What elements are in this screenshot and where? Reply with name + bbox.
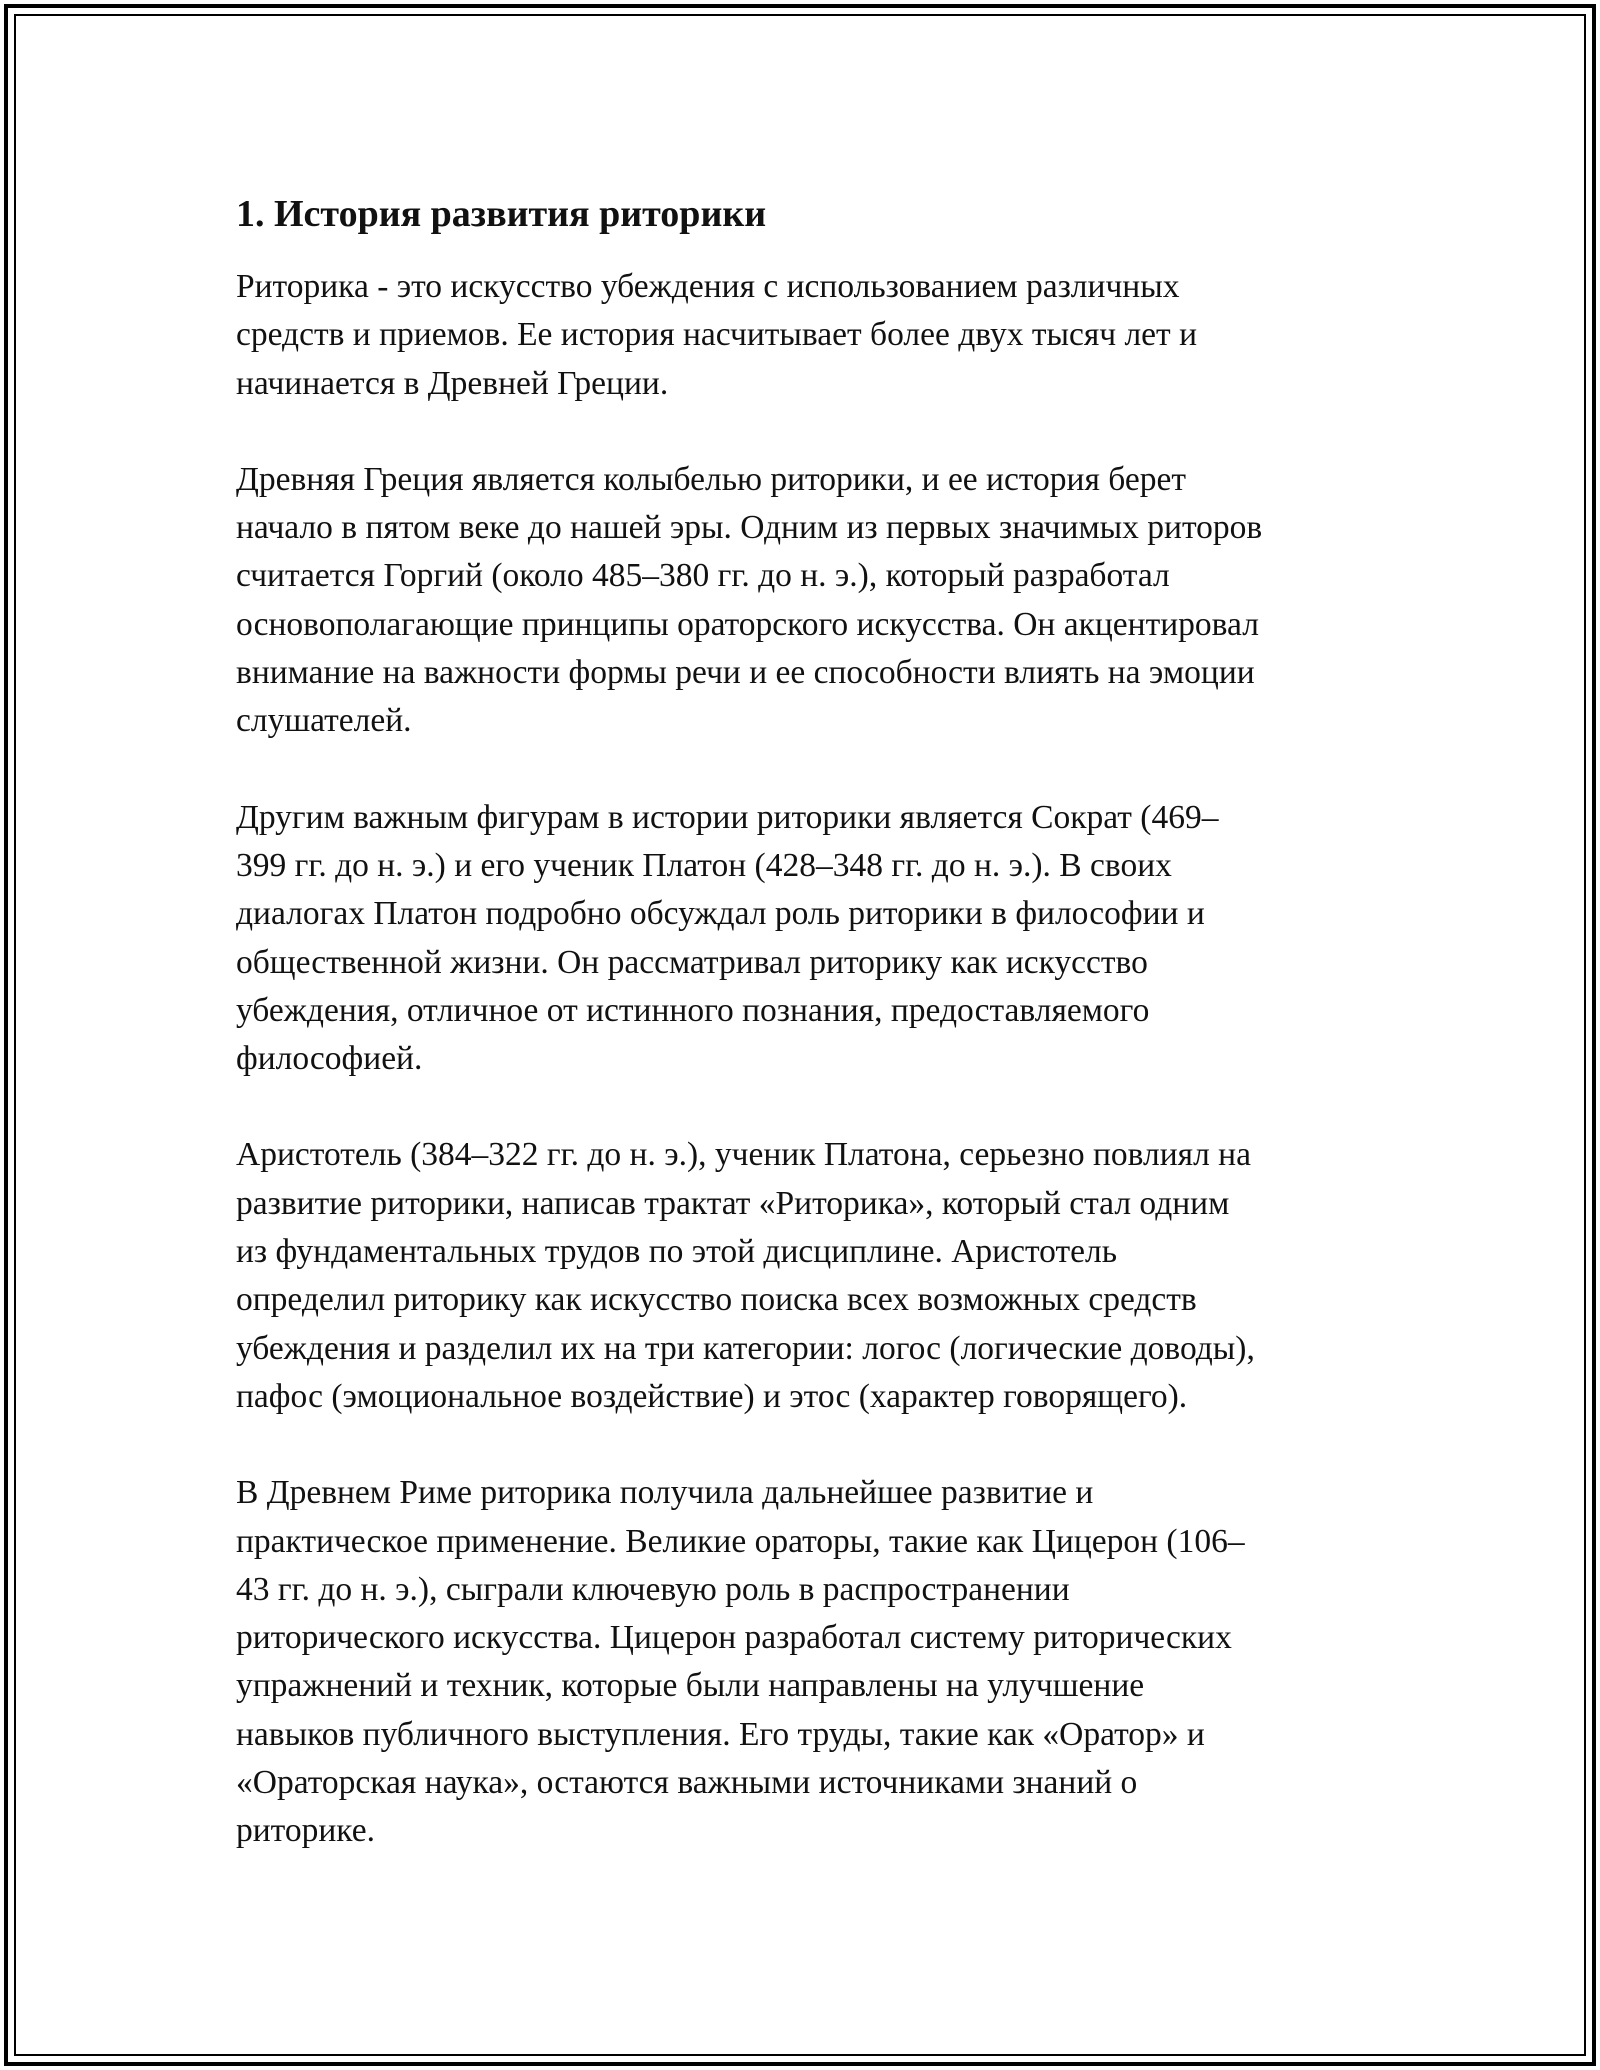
paragraph-intro: Риторика - это искусство убеждения с использованием различных средств и приемов. Ее история насчитывает более двух тысяч лет и начинается в Древней Греции. [236,268,1197,402]
paragraph-socrates-plato: Другим важным фигурам в истории риторики является Сократ (469– 399 гг. до н. э.) и его ученик Платон (428–348 гг. до н. э.). В своих диалогах Платон подробно обсуждал роль риторики в философии и общественной жизни. Он рассматривал риторику как искусство убеждения, отличное от истинного познания, предоставляемого философией. [236,798,1219,1078]
document-body [236,185,1386,1856]
section-heading: 1. История развития риторики [236,193,767,235]
paragraph-ancient-greece: Древняя Греция является колыбелью риторики, и ее история берет начало в пятом веке до нашей эры. Одним из первых значимых риторов считается Горгий (около 485–380 гг. до н. э.), который разработал основополагающие принципы ораторского искусства. Он акцентировал внимание на важности формы речи и ее способности влиять на эмоции слушателей. [236,460,1263,740]
paragraph-ancient-rome: В Древнем Риме риторика получила дальнейшее развитие и практическое применение. Великие ораторы, такие как Цицерон (106– 43 гг. до н. э.), сыграли ключевую роль в распространении риторического искусства. Цицерон разработал систему риторических упражнений и техник, которые были направлены на улучшение навыков публичного выступления. Его труды, такие как «Оратор» и «Ораторская наука», остаются важными источниками знаний о риторике. [236,1474,1245,1850]
paragraph-aristotle: Аристотель (384–322 гг. до н. э.), ученик Платона, серьезно повлиял на развитие риторики, написав трактат «Риторика», который стал одним из фундаментальных трудов по этой дисциплине. Аристотель определил риторику как искусство поиска всех возможных средств убеждения и разделил их на три категории: логос (логические доводы), пафос (эмоциональное воздействие) и этос (характер говорящего). [236,1136,1255,1415]
